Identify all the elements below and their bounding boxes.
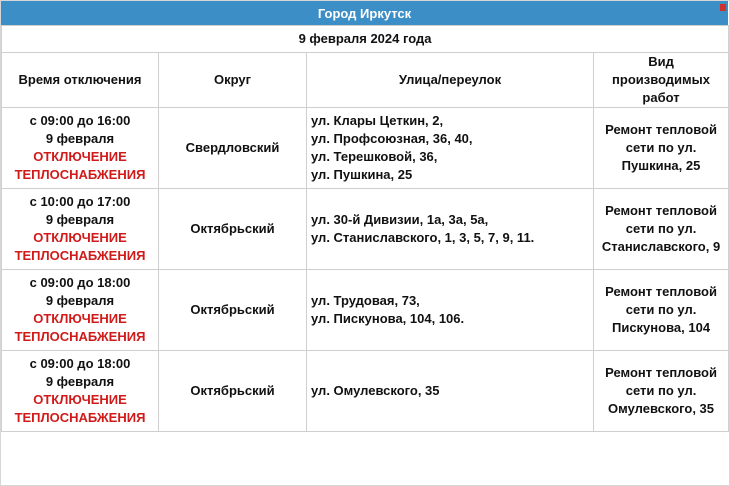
col-header-work: Вид производимых работ <box>594 53 729 108</box>
alert-text: ТЕПЛОСНАБЖЕНИЯ <box>14 410 146 425</box>
outage-table <box>1 25 729 432</box>
street-line: ул. Трудовая, 73, <box>311 293 420 308</box>
table-row <box>2 351 729 432</box>
work-line: Ремонт тепловой <box>605 203 717 218</box>
alert-text: ТЕПЛОСНАБЖЕНИЯ <box>14 329 146 344</box>
street-line: ул. Профсоюзная, 36, 40, <box>311 131 473 146</box>
streets-cell <box>307 351 594 432</box>
col-header-time: Время отключения <box>2 53 159 108</box>
work-cell <box>594 189 729 270</box>
work-line: сети по ул. <box>625 221 697 236</box>
date-cell: 9 февраля 2024 года <box>2 26 729 53</box>
district-cell: Октябрьский <box>159 270 307 351</box>
alert-text: ТЕПЛОСНАБЖЕНИЯ <box>14 167 146 182</box>
alert-text: ТЕПЛОСНАБЖЕНИЯ <box>14 248 146 263</box>
district-cell: Свердловский <box>159 108 307 189</box>
work-cell <box>594 351 729 432</box>
work-line: Пушкина, 25 <box>621 158 701 173</box>
street-line: ул. Станиславского, 1, 3, 5, 7, 9, 11. <box>311 230 535 245</box>
work-line: Станиславского, 9 <box>601 239 721 254</box>
streets-cell <box>307 270 594 351</box>
corner-marker <box>720 4 726 11</box>
street-line: ул. Пискунова, 104, 106. <box>311 311 465 326</box>
work-line: сети по ул. <box>625 140 697 155</box>
table-row <box>2 108 729 189</box>
district-cell: Октябрьский <box>159 189 307 270</box>
work-line: сети по ул. <box>625 302 697 317</box>
alert-text: ОТКЛЮЧЕНИЕ <box>33 149 127 164</box>
district-cell: Октябрьский <box>159 351 307 432</box>
col-header-street: Улица/переулок <box>307 53 594 108</box>
alert-text: ОТКЛЮЧЕНИЕ <box>33 392 127 407</box>
work-line: Ремонт тепловой <box>605 365 717 380</box>
city-title: Город Иркутск <box>317 5 412 21</box>
time-range: с 10:00 до 17:00 <box>29 194 131 209</box>
date-text: 9 февраля <box>45 212 115 227</box>
streets-cell <box>307 108 594 189</box>
street-line: ул. 30-й Дивизии, 1а, 3а, 5а, <box>311 212 489 227</box>
work-line: сети по ул. <box>625 383 697 398</box>
time-cell <box>2 108 159 189</box>
col-header-district: Округ <box>159 53 307 108</box>
table-row <box>2 189 729 270</box>
street-line: ул. Терешковой, 36, <box>311 149 438 164</box>
date-row <box>2 26 729 53</box>
city-title-bar <box>1 1 728 25</box>
street-line: ул. Омулевского, 35 <box>311 383 440 398</box>
time-range: с 09:00 до 18:00 <box>29 356 131 371</box>
time-cell <box>2 270 159 351</box>
date-text: 9 февраля <box>45 293 115 308</box>
street-line: ул. Клары Цеткин, 2, <box>311 113 444 128</box>
header-row <box>2 53 729 108</box>
work-cell <box>594 108 729 189</box>
work-cell <box>594 270 729 351</box>
time-cell <box>2 351 159 432</box>
alert-text: ОТКЛЮЧЕНИЕ <box>33 230 127 245</box>
time-cell <box>2 189 159 270</box>
time-range: с 09:00 до 16:00 <box>29 113 131 128</box>
table-row <box>2 270 729 351</box>
date-text: 9 февраля <box>45 131 115 146</box>
work-line: Омулевского, 35 <box>608 401 715 416</box>
date-text: 9 февраля <box>45 374 115 389</box>
streets-cell <box>307 189 594 270</box>
work-line: Ремонт тепловой <box>605 284 717 299</box>
time-range: с 09:00 до 18:00 <box>29 275 131 290</box>
street-line: ул. Пушкина, 25 <box>311 167 413 182</box>
alert-text: ОТКЛЮЧЕНИЕ <box>33 311 127 326</box>
work-line: Пискунова, 104 <box>611 320 711 335</box>
work-line: Ремонт тепловой <box>605 122 717 137</box>
